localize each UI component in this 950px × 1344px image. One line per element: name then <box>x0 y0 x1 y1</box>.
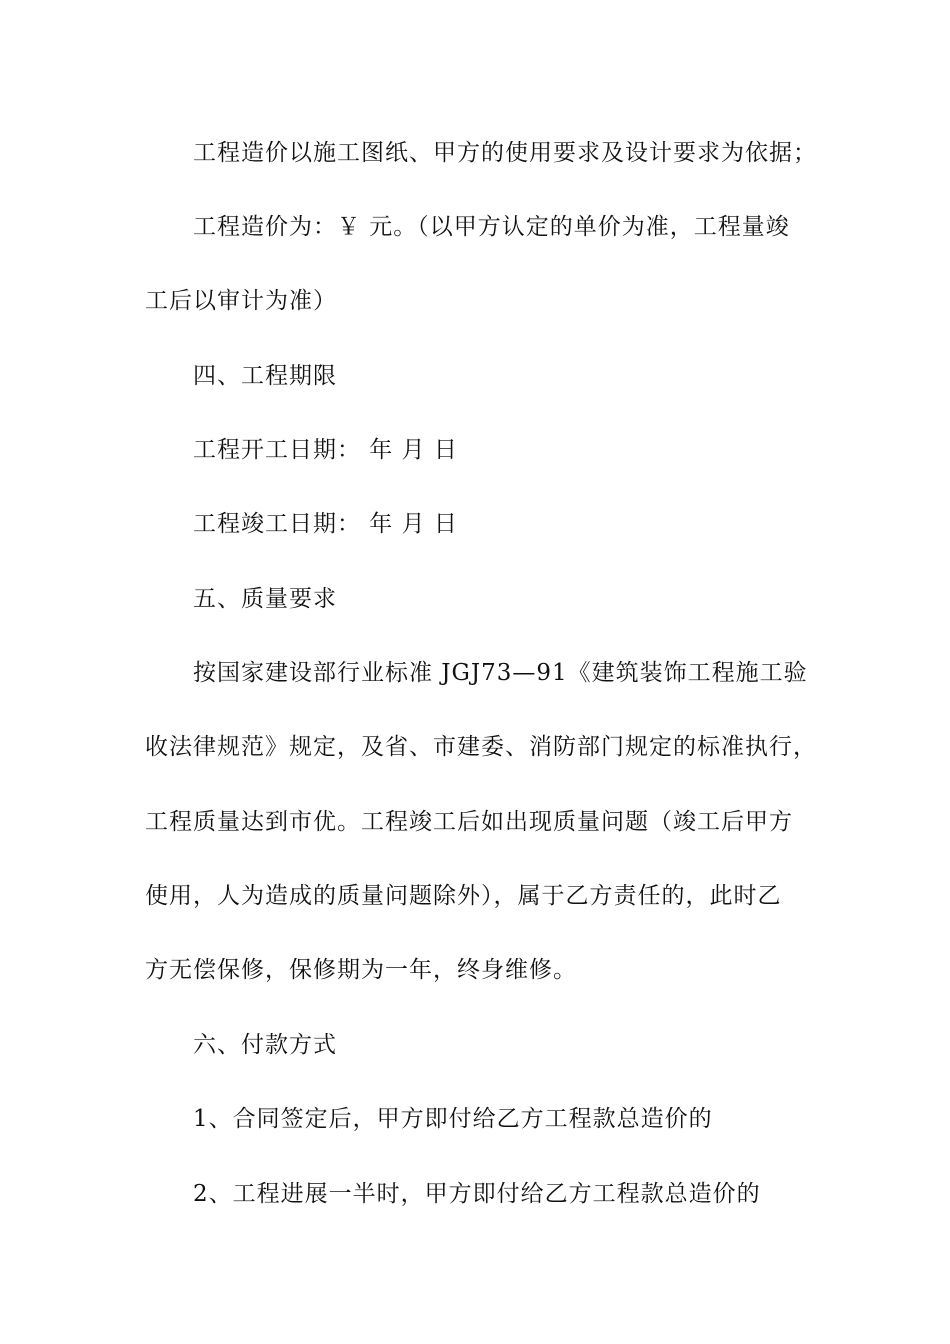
payment-item-1: 1、合同签定后，甲方即付给乙方工程款总造价的 <box>193 1106 713 1132</box>
paragraph-cost-amount-cont: 工后以审计为准） <box>145 288 337 314</box>
completion-date-line: 工程竣工日期： 年 月 日 <box>193 511 458 537</box>
start-date-line: 工程开工日期： 年 月 日 <box>193 437 458 463</box>
paragraph-quality-standard: 按国家建设部行业标准 JGJ73—91《建筑装饰工程施工验 <box>193 660 808 686</box>
paragraph-quality-standard-cont-3: 使用，人为造成的质量问题除外），属于乙方责任的，此时乙 <box>145 883 782 909</box>
section-heading-period: 四、工程期限 <box>193 363 337 389</box>
paragraph-quality-standard-cont-1: 收法律规范》规定，及省、市建委、消防部门规定的标准执行， <box>145 734 817 760</box>
paragraph-cost-amount: 工程造价为：￥ 元。（以甲方认定的单价为准，工程量竣 <box>193 214 790 240</box>
paragraph-quality-standard-cont-4: 方无偿保修，保修期为一年，终身维修。 <box>145 957 577 983</box>
section-heading-quality: 五、质量要求 <box>193 586 337 612</box>
paragraph-cost-basis: 工程造价以施工图纸、甲方的使用要求及设计要求为依据； <box>193 140 817 166</box>
paragraph-quality-standard-cont-2: 工程质量达到市优。工程竣工后如出现质量问题（竣工后甲方 <box>145 809 793 835</box>
payment-item-2: 2、工程进展一半时，甲方即付给乙方工程款总造价的 <box>193 1181 761 1207</box>
section-heading-payment: 六、付款方式 <box>193 1032 337 1058</box>
